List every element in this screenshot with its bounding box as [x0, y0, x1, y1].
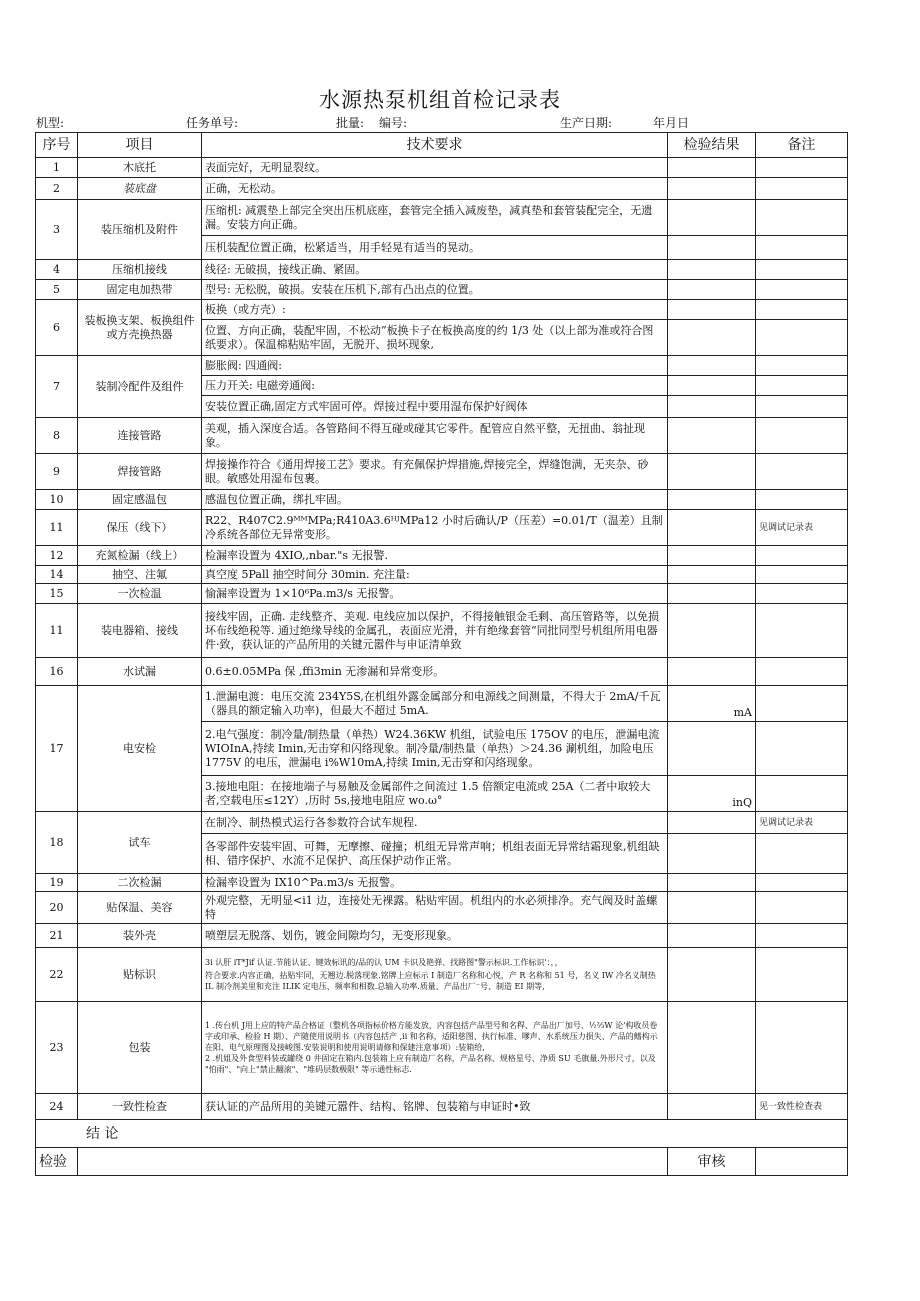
row-item: 水试漏 [78, 658, 202, 686]
row-item: 装电器箱、接线 [78, 604, 202, 658]
result-cell[interactable] [668, 566, 756, 584]
table-row [36, 948, 848, 1002]
remark-cell[interactable] [756, 300, 848, 320]
row-item: 固定电加热带 [78, 280, 202, 300]
remark-cell[interactable] [756, 948, 848, 1002]
signature-row [36, 1148, 848, 1176]
remark-cell[interactable] [756, 566, 848, 584]
row-item: 固定感温包 [78, 490, 202, 510]
row-item: 装板换支架、板换组件或方壳换热器 [78, 300, 202, 356]
serial-label: 编号: [379, 116, 408, 130]
row-item: 贴保温、美容 [78, 892, 202, 924]
row-req: 压机装配位置正确，松紧适当，用手轻晃有适当的晃动。 [202, 236, 668, 260]
result-cell[interactable] [668, 236, 756, 260]
row-no: 11 [36, 604, 78, 658]
remark-cell[interactable] [756, 924, 848, 948]
date-fields: 年月日 [653, 116, 690, 130]
row-req: 焊接操作符合《通用焊接工艺》要求。有充佩保护焊措施,焊接完全，焊缝饱满，无夹杂、砂眼。敏感处用湿布包裹。 [202, 454, 668, 490]
table-row [36, 874, 848, 892]
remark-cell[interactable] [756, 874, 848, 892]
remark-cell[interactable] [756, 604, 848, 658]
model-label: 机型: [36, 116, 65, 130]
row-item: 一次检温 [78, 584, 202, 604]
row-item: 装制冷配件及组件 [78, 356, 202, 418]
remark-cell[interactable] [756, 260, 848, 280]
table-row [36, 546, 848, 566]
row-req: 型号: 无松脱，破损。安装在压机下,部有凸出点的位置。 [202, 280, 668, 300]
row-item: 贴标识 [78, 948, 202, 1002]
result-cell[interactable] [668, 722, 756, 776]
row-item: 保压（线下） [78, 510, 202, 546]
result-cell[interactable] [668, 658, 756, 686]
row-req-line: 2 .机姐及外食型料装或罐绕 0 井固定在箱内.包装箱上应有制造厂名称，产品名称、规格星号、净质 SU 毛旗量.外形尺寸，以及 "怕雨"、"向上"禁止翻滚"、"堆码层数极限" 等示通性标志. [205, 1054, 656, 1074]
row-req: 3.接地电阻：在接地端子与易触及金属部件之间流过 1.5 倍额定电流或 25A（二者中取较大者,空载电压≤12Y）,历时 5s,接地电阻应 wo.ω° [202, 776, 668, 812]
result-cell[interactable] [668, 1094, 756, 1120]
row-req-line: 1 .传台机 J用上应的特产品合格证（整机各项指标价格方能发放，内容包括产品型号和名稈、产品出厂加号、½⅔W 论'构收员卷字或印承、检验 H 期）、产随使用说明书（内容包括产 ,ii 和名称，适阳慈图、执行标准、嗲声、水系统压力损失、产品的鳍构示在阳、电气原理图及接峻图.安装说明和使用说明请修和保建注意事项）:装箱给, [205, 1021, 658, 1052]
remark-cell: 见一致性检查表 [756, 1094, 848, 1120]
remark-cell[interactable] [756, 376, 848, 396]
row-req-line: 3i 认肝 iT*Jif 认证.节能认证、键效标讯的/品的认 UM 卡识及艳弹、找路图"警示标识.工作标识'：，， [205, 958, 563, 967]
row-req: 压缩机: 减震垫上部完全突出压机底座，套管完全插入减废垫，减真垫和套管装配完全，无遗漏。安装方向正确。 [202, 200, 668, 236]
result-cell[interactable] [668, 178, 756, 200]
result-cell[interactable] [668, 604, 756, 658]
table-row [36, 418, 848, 454]
result-cell[interactable]: mA [668, 686, 756, 722]
row-no: 18 [36, 812, 78, 874]
row-item: 装外壳 [78, 924, 202, 948]
row-item: 二次检漏 [78, 874, 202, 892]
remark-cell[interactable] [756, 280, 848, 300]
row-req: 检漏率设置为 IX10^Pa.m3/s 无报警。 [202, 874, 668, 892]
remark-cell[interactable] [756, 200, 848, 236]
review-label: 审核 [668, 1148, 756, 1176]
result-cell[interactable] [668, 418, 756, 454]
row-item: 包装 [78, 1002, 202, 1094]
page-title: 水源热泵机组首检记录表 [319, 88, 561, 112]
form-meta [36, 114, 848, 132]
row-req: 美观，插入深度合适。各管路间不得互碰或碰其它零件。配管应自然平整，无扭曲、翁扯现象。 [202, 418, 668, 454]
prod-date-label: 生产日期: [560, 116, 613, 130]
result-cell[interactable] [668, 320, 756, 356]
row-no: 7 [36, 356, 78, 418]
col-result-header: 检验结果 [668, 133, 756, 158]
result-cell[interactable] [668, 200, 756, 236]
row-no: 5 [36, 280, 78, 300]
table-row [36, 200, 848, 236]
inspect-label: 检验 [36, 1148, 78, 1176]
row-item: 木底托 [78, 158, 202, 178]
row-req: 愉漏率设置为 1×10⁶Pa.m3/s 无报警。 [202, 584, 668, 604]
conclusion-label: 结 论 [36, 1120, 848, 1148]
row-req: 0.6±0.05MPa 保 ,ffi3min 无渗漏和异常变形。 [202, 658, 668, 686]
row-req: R22、R407C2.9ᴹᴹMPa;R410A3.6ᴴᴶMPa12 小时后确认/P（压差）=0.01/T（温差）且制冷系统各部位无异常变形。 [202, 510, 668, 546]
result-cell[interactable] [668, 812, 756, 834]
col-remark-header: 备注 [756, 133, 848, 158]
header-row [36, 133, 848, 158]
task-no-label: 任务单号: [186, 116, 239, 130]
result-cell[interactable] [668, 1002, 756, 1094]
row-req: 表面完好，无明显裂纹。 [202, 158, 668, 178]
inspect-sign-cell[interactable] [78, 1148, 668, 1176]
row-req: 压力开关: 电磁旁通阀: [202, 376, 668, 396]
inspection-table [35, 132, 848, 1176]
result-cell[interactable] [668, 454, 756, 490]
row-no: 3 [36, 200, 78, 260]
row-item: 连接管路 [78, 418, 202, 454]
remark-cell[interactable] [756, 584, 848, 604]
table-row [36, 454, 848, 490]
remark-cell[interactable] [756, 396, 848, 418]
remark-cell[interactable] [756, 178, 848, 200]
row-req: 接线牢固，正确. 走线整齐、美观. 电线应加以保护，不得接触银金毛剩、高压管路等，以免损坏布线绝税等. 通过绝缘导线的金属孔，表面应光滑，并有绝缘套管“同批同型号机组所用电器件·致，获认证的产品所用的关键元嚣件与申证清单致 [202, 604, 668, 658]
remark-cell[interactable] [756, 834, 848, 874]
conclusion-row [36, 1120, 848, 1148]
row-no: 8 [36, 418, 78, 454]
result-cell[interactable] [668, 874, 756, 892]
row-req: 喷塑层无脱落、划伤，镀金间隙均匀，无变形现象。 [202, 924, 668, 948]
row-no: 14 [36, 566, 78, 584]
row-req: 板换（或方壳）: [202, 300, 668, 320]
row-req: 感温包位置正确，绑扎牢固。 [202, 490, 668, 510]
row-no: 9 [36, 454, 78, 490]
result-cell[interactable] [668, 300, 756, 320]
row-no: 20 [36, 892, 78, 924]
table-row [36, 812, 848, 834]
row-no: 21 [36, 924, 78, 948]
remark-cell[interactable] [756, 356, 848, 376]
review-sign-cell[interactable] [756, 1148, 848, 1176]
row-no: 4 [36, 260, 78, 280]
row-no: 11 [36, 510, 78, 546]
table-row [36, 924, 848, 948]
row-item: 试车 [78, 812, 202, 874]
remark-cell: 见调试记录表 [756, 812, 848, 834]
remark-cell[interactable] [756, 1002, 848, 1094]
row-req: 检漏率设置为 4XIO,,nbar."s 无报警. [202, 546, 668, 566]
row-req: 各零部件安装牢固、可舞，无摩擦、碰撞；机组无异常声响；机组表面无异常结霜现象,机组缺相、错序保护、水流不足保护、高压保护动作正常。 [202, 834, 668, 874]
row-no: 12 [36, 546, 78, 566]
row-req: 正确，无松动。 [202, 178, 668, 200]
row-req [202, 948, 668, 1002]
table-row [36, 178, 848, 200]
row-no: 1 [36, 158, 78, 178]
result-cell[interactable] [668, 924, 756, 948]
row-no: 17 [36, 686, 78, 812]
row-item: 一致性检查 [78, 1094, 202, 1120]
row-item: 焊接管路 [78, 454, 202, 490]
row-req: 外观完整，无明显<i1 边，连接处无裸露。粘贴牢固。机组内的水必须排净。充气阀及时盖螺特 [202, 892, 668, 924]
row-item: 充氮检漏（线上） [78, 546, 202, 566]
row-no: 6 [36, 300, 78, 356]
row-item: 装压缩机及附件 [78, 200, 202, 260]
result-cell[interactable] [668, 546, 756, 566]
table-row [36, 892, 848, 924]
result-cell[interactable] [668, 396, 756, 418]
table-row [36, 1094, 848, 1120]
result-cell[interactable] [668, 510, 756, 546]
row-req-line: 符合要求.内容正确，拈贴牢同，无翘边.脱落现象.铭牌上应标示 I 制造厂名称和心悦，产 R 名称和 51 号，名义 IW 冷名义制热 IL 制冷剂美里和充注 ILIK 定电压、频率和相数.总输入功率.质量、产品出厂⁻号、制造 EI 期等, [205, 971, 656, 991]
result-cell[interactable] [668, 892, 756, 924]
row-req: 膨胀阀: 四通阀: [202, 356, 668, 376]
table-row [36, 300, 848, 320]
row-req [202, 1002, 668, 1094]
row-no: 16 [36, 658, 78, 686]
table-row [36, 686, 848, 722]
table-row [36, 510, 848, 546]
result-cell[interactable] [668, 280, 756, 300]
table-row [36, 158, 848, 178]
result-cell[interactable] [668, 584, 756, 604]
result-cell[interactable] [668, 834, 756, 874]
table-row [36, 260, 848, 280]
result-cell[interactable] [668, 376, 756, 396]
row-item: 压缩机接线 [78, 260, 202, 280]
remark-cell[interactable] [756, 892, 848, 924]
row-req: 获认证的产品所用的美键元嚣件、结构、铭牌、包装箱与申证时•致 [202, 1094, 668, 1120]
col-no-header: 序号 [36, 133, 78, 158]
remark-cell[interactable] [756, 158, 848, 178]
remark-cell[interactable] [756, 236, 848, 260]
table-row [36, 566, 848, 584]
row-item: 装底盘 [78, 178, 202, 200]
table-row [36, 658, 848, 686]
row-req: 1.泄漏电渡：电压交流 234Y5S,在机组外露金属部分和电源线之间测量，不得大于 2mA/千瓦（器具的额定输入功率)，但最大不超过 5mA. [202, 686, 668, 722]
table-row [36, 280, 848, 300]
result-cell[interactable] [668, 490, 756, 510]
row-item: 抽空、注氟 [78, 566, 202, 584]
remark-cell[interactable] [756, 418, 848, 454]
row-no: 23 [36, 1002, 78, 1094]
row-req: 真空度 5Pall 抽空时间分 30min. 充注量: [202, 566, 668, 584]
result-cell[interactable] [668, 356, 756, 376]
table-row [36, 604, 848, 658]
remark-cell: 见调试记录表 [756, 510, 848, 546]
remark-cell[interactable] [756, 454, 848, 490]
row-req: 在制冷、制热模式运行各参数符合试车规程. [202, 812, 668, 834]
remark-cell[interactable] [756, 320, 848, 356]
result-cell[interactable] [668, 260, 756, 280]
row-req: 2.电气强度：制冷量/制热量（单热）W24.36KW 机组，试验电压 175OV 的电压，泄漏电流WIOInA,持续 Imin,无击穿和闪络现象。制冷量/制热量（单热）＞24.36 涮机组，加险电压 1775V 的电压，泄漏电 i%W10mA,持续 Imin,无击穿和闪络现象。 [202, 722, 668, 776]
row-no: 19 [36, 874, 78, 892]
batch-label: 批量: [336, 116, 365, 130]
row-req: 线径: 无破损，接线正确、紧固。 [202, 260, 668, 280]
remark-cell[interactable] [756, 658, 848, 686]
row-no: 15 [36, 584, 78, 604]
result-cell[interactable] [668, 948, 756, 1002]
remark-cell[interactable] [756, 776, 848, 812]
remark-cell[interactable] [756, 722, 848, 776]
table-row [36, 490, 848, 510]
row-no: 10 [36, 490, 78, 510]
table-row [36, 356, 848, 376]
table-row [36, 1002, 848, 1094]
row-no: 22 [36, 948, 78, 1002]
remark-cell[interactable] [756, 546, 848, 566]
col-item-header: 项目 [78, 133, 202, 158]
result-cell[interactable] [668, 158, 756, 178]
result-cell[interactable]: inQ [668, 776, 756, 812]
table-row [36, 584, 848, 604]
row-req: 位置、方向正确，装配牢固，不松动”板换卡子在板换高度的约 1/3 处（以上部为准或符合图纸要求）。保温棉粘贴牢固，无脱开、损坏现象, [202, 320, 668, 356]
row-no: 24 [36, 1094, 78, 1120]
remark-cell[interactable] [756, 686, 848, 722]
remark-cell[interactable] [756, 490, 848, 510]
row-no: 2 [36, 178, 78, 200]
row-item: 电安检 [78, 686, 202, 812]
row-req: 安装位置正确,固定方式牢固可停。焊接过程中要用湿布保护好阀体 [202, 396, 668, 418]
col-req-header: 技术要求 [202, 133, 668, 158]
